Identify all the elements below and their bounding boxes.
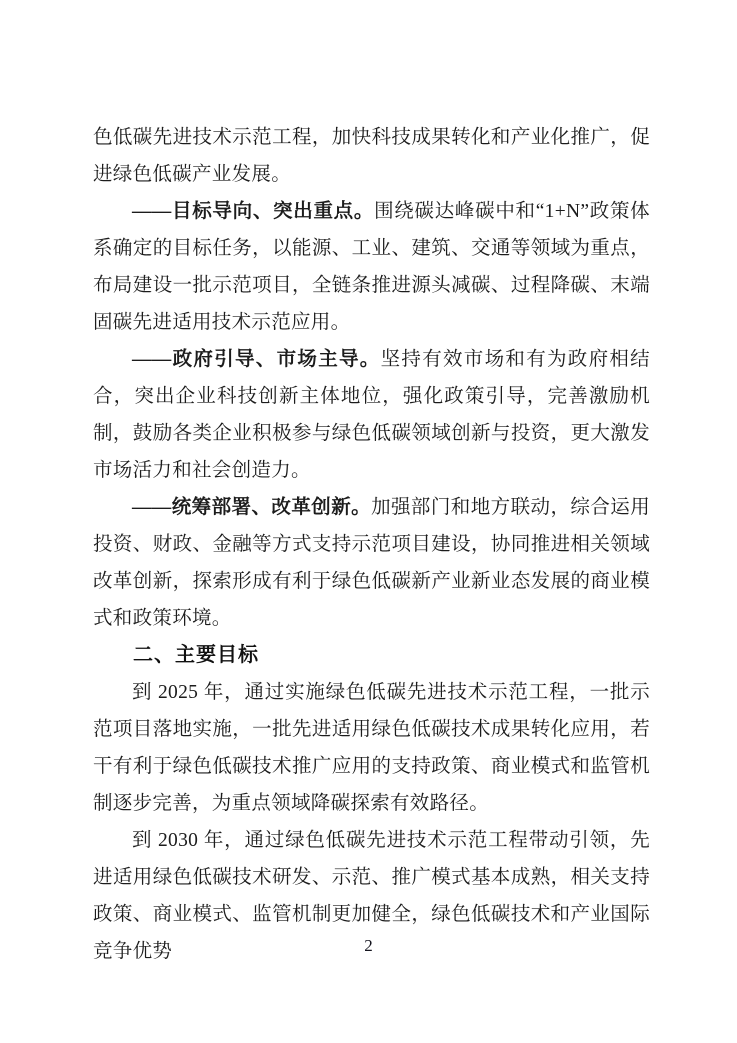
paragraph-lead: ——政府引导、市场主导。 xyxy=(132,349,381,370)
paragraph-text: 坚持有效市场和有为政府相结合，突出企业科技创新主体地位，强化政策引导，完善激励机制，鼓励各类企业积极参与绿色低碳领域创新与投资，更大激发市场活力和社会创造力。 xyxy=(93,349,650,481)
paragraph-principle-goal-orientation xyxy=(93,193,650,341)
paragraph-lead: ——目标导向、突出重点。 xyxy=(132,201,375,222)
paragraph-goal-2025 xyxy=(93,674,650,822)
paragraph-principle-government-guidance xyxy=(93,341,650,489)
paragraph-continuation xyxy=(93,119,650,193)
page-number: 2 xyxy=(364,936,373,955)
paragraph-text: 到 2025 年，通过实施绿色低碳先进技术示范工程，一批示范项目落地实施，一批先进适用绿色低碳技术成果转化应用，若干有利于绿色低碳技术推广应用的支持政策、商业模式和监管机制逐步完善，为重点领域降碳探索有效路径。 xyxy=(93,682,650,814)
paragraph-text: 加强部门和地方联动，综合运用投资、财政、金融等方式支持示范项目建设，协同推进相关领域改革创新，探索形成有利于绿色低碳新产业新业态发展的商业模式和政策环境。 xyxy=(93,497,650,629)
paragraph-text: 到 2030 年，通过绿色低碳先进技术示范工程带动引领，先进适用绿色低碳技术研发、示范、推广模式基本成熟，相关支持政策、商业模式、监管机制更加健全，绿色低碳技术和产业国际竞争优势 xyxy=(93,830,650,962)
paragraph-lead: ——统筹部署、改革创新。 xyxy=(132,497,372,518)
document-text-block xyxy=(93,119,650,970)
paragraph-text: 色低碳先进技术示范工程，加快科技成果转化和产业化推广，促进绿色低碳产业发展。 xyxy=(93,127,650,185)
paragraph-principle-coordination-reform xyxy=(93,489,650,637)
section-heading-main-goals: 二、主要目标 xyxy=(133,644,259,666)
paragraph-text: 围绕碳达峰碳中和“1+N”政策体系确定的目标任务，以能源、工业、建筑、交通等领域为重点，布局建设一批示范项目，全链条推进源头减碳、过程降碳、末端固碳先进适用技术示范应用。 xyxy=(93,201,650,333)
